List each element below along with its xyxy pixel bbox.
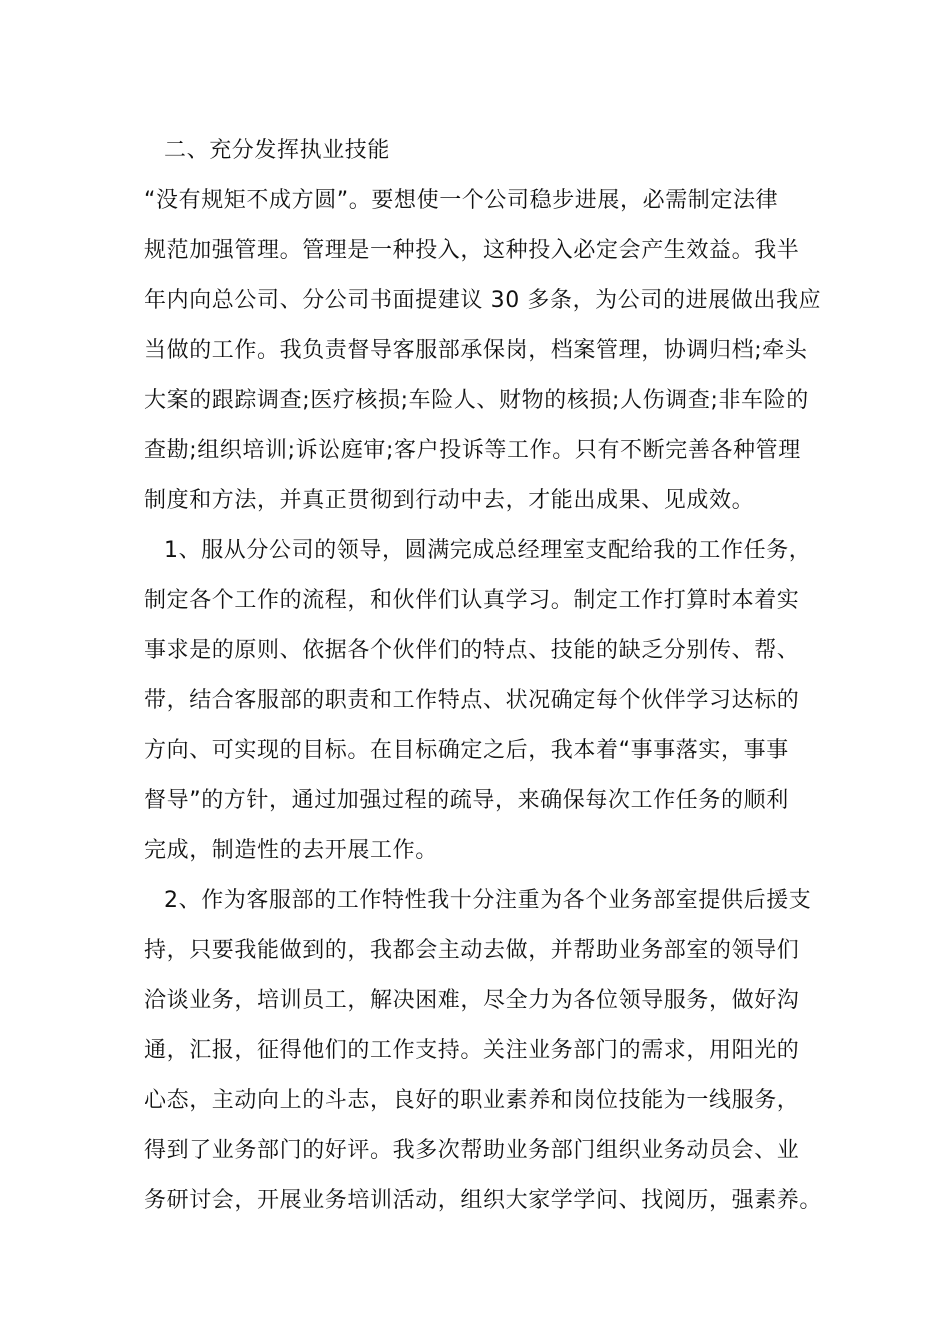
paragraph-3-line-7: 务研讨会，开展业务培训活动，组织大家学学问、找阅历，强素养。: [144, 1188, 823, 1213]
paragraph-3-line-2: 持，只要我能做到的，我都会主动去做，并帮助业务部室的领导们: [144, 938, 800, 963]
paragraph-1-line-1: “没有规矩不成方圆”。要想使一个公司稳步进展，必需制定法律: [144, 188, 779, 213]
paragraph-2-line-2: 制定各个工作的流程，和伙伴们认真学习。制定工作打算时本着实: [144, 588, 800, 613]
paragraph-1-line-4: 当做的工作。我负责督导客服部承保岗，档案管理，协调归档;牵头: [144, 338, 808, 363]
paragraph-2-line-7: 完成，制造性的去开展工作。: [144, 838, 438, 863]
paragraph-2-line-3: 事求是的原则、依据各个伙伴们的特点、技能的缺乏分别传、帮、: [144, 638, 800, 663]
paragraph-1-line-7: 制度和方法，并真正贯彻到行动中去，才能出成果、见成效。: [144, 488, 755, 513]
paragraph-2-line-5: 方向、可实现的目标。在目标确定之后，我本着“事事落实，事事: [144, 738, 789, 763]
paragraph-1-line-3: 年内向总公司、分公司书面提建议 30 多条，为公司的进展做出我应: [144, 288, 822, 313]
paragraph-2-line-1: 1、服从分公司的领导，圆满完成总经理室支配给我的工作任务，: [164, 538, 812, 563]
section-heading: 二、充分发挥执业技能: [164, 138, 391, 163]
paragraph-3-line-3: 洽谈业务，培训员工，解决困难，尽全力为各位领导服务，做好沟: [144, 988, 800, 1013]
paragraph-3-line-4: 通，汇报，征得他们的工作支持。关注业务部门的需求，用阳光的: [144, 1038, 800, 1063]
paragraph-3-line-1: 2、作为客服部的工作特性我十分注重为各个业务部室提供后援支: [164, 888, 812, 913]
paragraph-2-line-6: 督导”的方针，通过加强过程的疏导，来确保每次工作任务的顺利: [144, 788, 789, 813]
paragraph-3-line-6: 得到了业务部门的好评。我多次帮助业务部门组织业务动员会、业: [144, 1138, 800, 1163]
paragraph-2-line-4: 带，结合客服部的职责和工作特点、状况确定每个伙伴学习达标的: [144, 688, 800, 713]
paragraph-1-line-2: 规范加强管理。管理是一种投入，这种投入必定会产生效益。我半: [144, 238, 800, 263]
paragraph-1-line-5: 大案的跟踪调查;医疗核损;车险人、财物的核损;人伤调查;非车险的: [144, 388, 809, 413]
paragraph-3-line-5: 心态，主动向上的斗志，良好的职业素养和岗位技能为一线服务，: [144, 1088, 800, 1113]
paragraph-1-line-6: 查勘;组织培训;诉讼庭审;客户投诉等工作。只有不断完善各种管理: [144, 438, 801, 463]
